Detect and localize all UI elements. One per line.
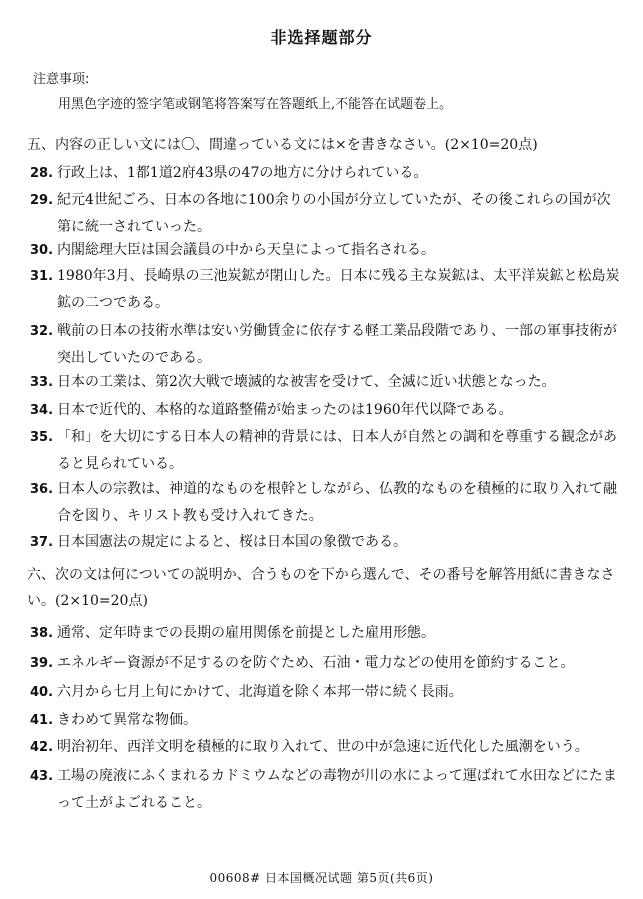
- question-item: [30, 679, 622, 706]
- question-text: エネルギー資源が不足するのを防ぐため、石油・電力などの使用を節約すること。: [57, 655, 575, 671]
- question-item: [30, 707, 622, 734]
- question-number: 41.: [30, 713, 54, 728]
- page-title: 非选择题部分: [270, 28, 373, 47]
- section-6-heading: 六、次の文は何についての説明か、合うものを下から選んで、その番号を解答用紙に書きなさい。(2×10=20点): [27, 567, 615, 609]
- question-number: 39.: [30, 656, 54, 671]
- question-item: [30, 763, 622, 817]
- question-text: 日本で近代的、本格的な道路整備が始まったのは1960年代以降である。: [57, 402, 513, 418]
- section-5-heading: 五、内容の正しい文には〇、間違っている文には×を書きなさい。(2×10=20点): [27, 137, 538, 153]
- question-item: [30, 650, 622, 677]
- question-number: 36.: [30, 482, 54, 497]
- page-footer: 00608# 日本国概况试题 第5页(共6页): [209, 871, 434, 885]
- question-text: 通常、定年時までの長期の雇用関係を前提とした雇用形態。: [57, 625, 435, 641]
- question-number: 35.: [30, 430, 54, 445]
- notice-heading: 注意事项:: [33, 72, 90, 87]
- question-number: 31.: [30, 269, 54, 284]
- question-number: 38.: [30, 626, 54, 641]
- question-item: [30, 734, 622, 761]
- question-text: 工場の廃液にふくまれるカドミウムなどの毒物が川の水によって運ばれて水田などにたまって土がよごれること。: [57, 768, 617, 811]
- question-text: 戦前の日本の技術水準は安い労働賃金に依存する軽工業品段階であり、一部の軍事技術が突出していたのである。: [57, 323, 617, 366]
- question-number: 30.: [30, 243, 54, 258]
- question-text: 六月から七月上旬にかけて、北海道を除く本邦一帯に続く長雨。: [57, 684, 463, 700]
- question-text: 日本の工業は、第2次大戦で壊滅的な被害を受けて、全滅に近い状態となった。: [57, 374, 556, 390]
- question-number: 28.: [30, 166, 54, 181]
- question-number: 40.: [30, 685, 54, 700]
- question-number: 37.: [30, 535, 54, 550]
- question-text: 日本人の宗教は、神道的なものを根幹としながら、仏教的なものを積極的に取り入れて融合を図り、キリスト教も受け入れてきた。: [57, 481, 617, 524]
- question-text: 1980年3月、長崎県の三池炭鉱が閉山した。日本に残る主な炭鉱は、太平洋炭鉱と松島炭鉱の二つである。: [57, 268, 620, 311]
- question-text: 内閣総理大臣は国会議員の中から天皇によって指名される。: [57, 242, 435, 258]
- question-item: [30, 620, 622, 647]
- question-number: 43.: [30, 769, 54, 784]
- question-text: きわめて異常な物価。: [57, 712, 197, 728]
- question-text: 行政上は、1都1道2府43県の47の地方に分けられている。: [57, 165, 428, 181]
- question-number: 29.: [30, 193, 54, 208]
- question-number: 42.: [30, 740, 54, 755]
- question-text: 日本国憲法の規定によると、桜は日本国の象徴である。: [57, 534, 407, 550]
- question-number: 32.: [30, 324, 54, 339]
- notice-text: 用黑色字迹的签字笔或钢笔将答案写在答题纸上,不能答在试题卷上。: [58, 97, 453, 112]
- question-number: 34.: [30, 403, 54, 418]
- question-text: 紀元4世紀ごろ、日本の各地に100余りの小国が分立していたが、その後これらの国が次第に統一されていった。: [57, 192, 611, 235]
- question-text: 「和」を大切にする日本人の精神的背景には、日本人が自然との調和を尊重する観念があると見られている。: [57, 429, 617, 472]
- question-number: 33.: [30, 375, 54, 390]
- question-text: 明治初年、西洋文明を積極的に取り入れて、世の中が急速に近代化した風潮をいう。: [57, 739, 589, 755]
